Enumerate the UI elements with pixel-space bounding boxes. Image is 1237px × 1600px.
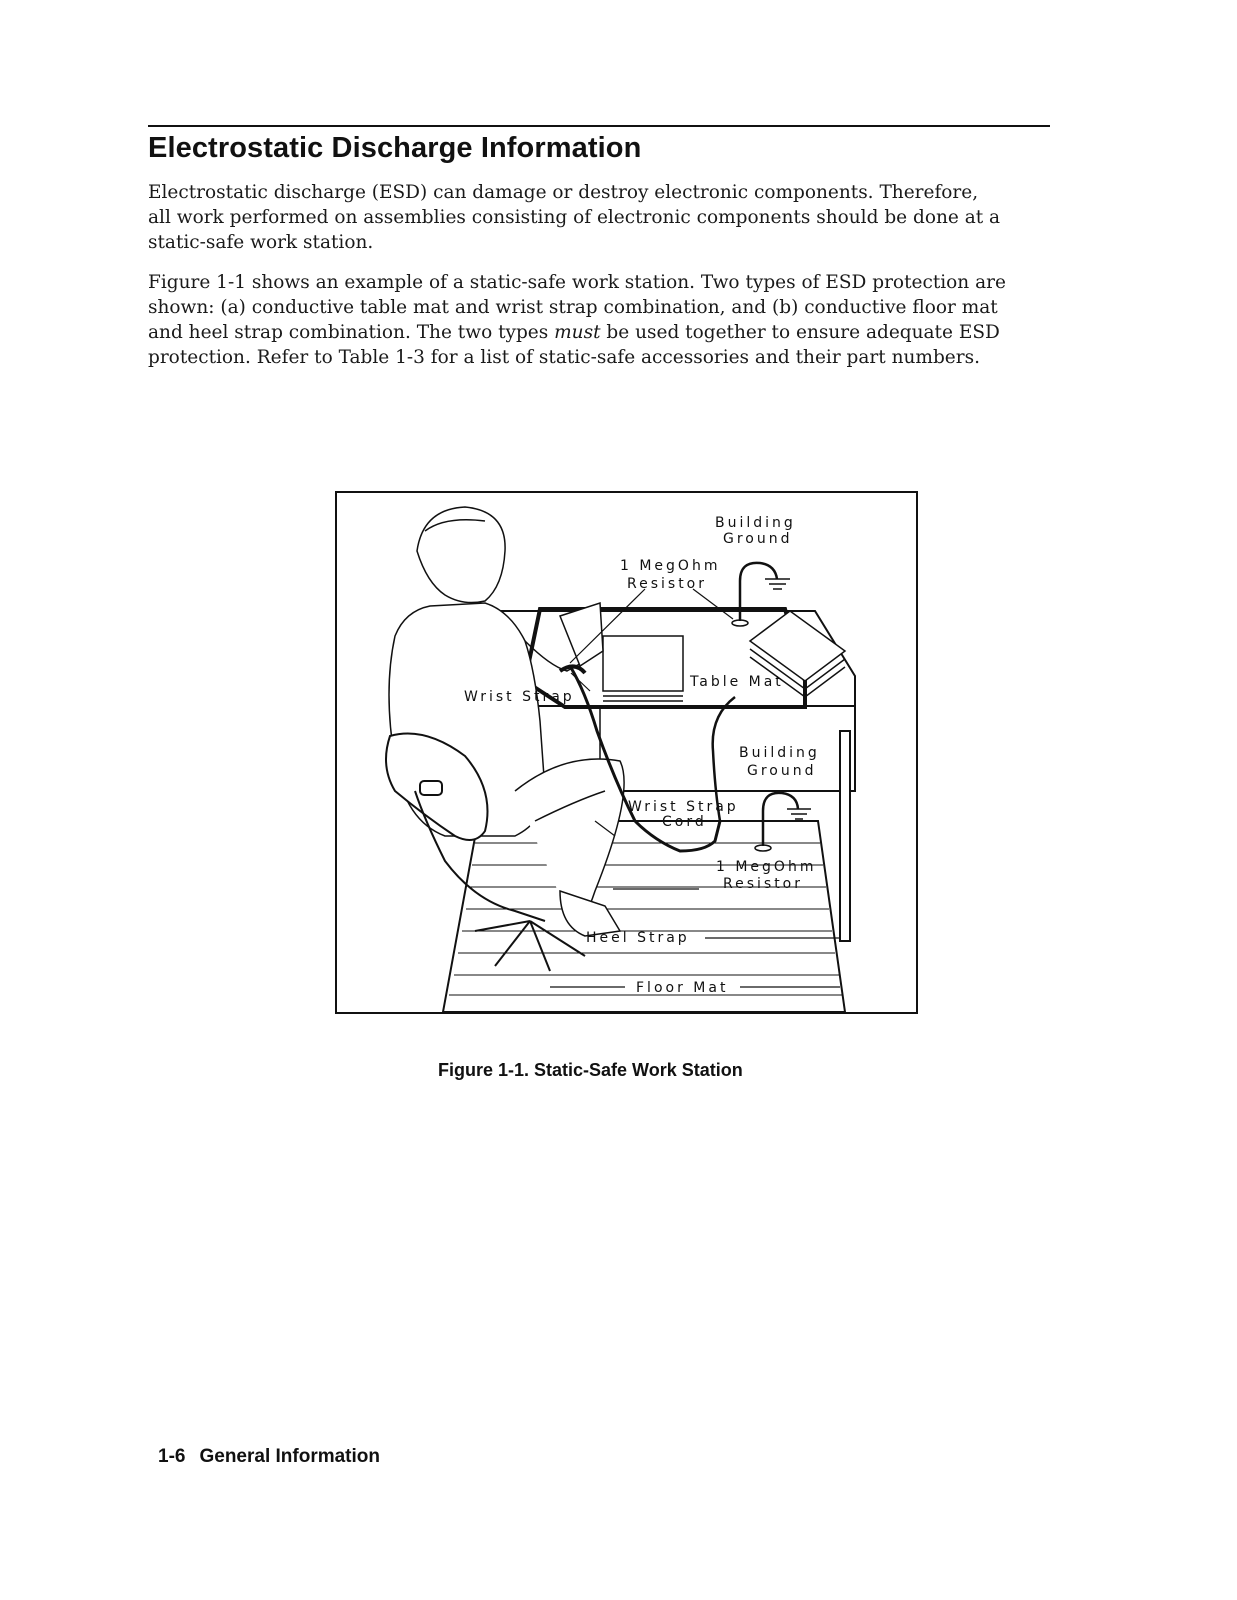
page-footer xyxy=(158,1446,380,1468)
label-building-ground-top: Building xyxy=(715,515,796,531)
label-wrist-strap: Wrist Strap xyxy=(464,689,575,705)
label-wrist-strap-cord: Cord xyxy=(662,814,707,830)
paragraph-line xyxy=(148,320,1048,345)
paragraph-line: all work performed on assemblies consisting of electronic components should be done at a xyxy=(148,207,1001,228)
label-building-ground-right: Building xyxy=(739,745,820,761)
footer-title: General Information xyxy=(199,1446,380,1467)
heading-rule xyxy=(148,125,1050,127)
text-run: be used together to ensure adequate ESD xyxy=(600,322,1000,343)
label-building-ground-right: Ground xyxy=(747,763,817,779)
paragraph-line: Figure 1-1 shows an example of a static-safe work station. Two types of ESD protection are xyxy=(148,272,1006,293)
label-resistor-bottom: Resistor xyxy=(723,876,803,892)
label-heel-strap: Heel Strap xyxy=(586,930,690,946)
paragraph-line: Electrostatic discharge (ESD) can damage or destroy electronic components. Therefore, xyxy=(148,182,979,203)
paragraph-line: static-safe work station. xyxy=(148,232,374,253)
section-heading: Electrostatic Discharge Information xyxy=(148,132,642,164)
papers xyxy=(603,636,683,701)
figure-static-safe-work-station xyxy=(335,491,918,1014)
label-resistor-bottom: 1 MegOhm xyxy=(716,859,817,875)
label-wrist-strap-cord: Wrist Strap xyxy=(628,799,739,815)
paragraph-esd-intro xyxy=(148,180,1048,255)
paragraph-line: protection. Refer to Table 1-3 for a list of static-safe accessories and their part numbers. xyxy=(148,347,980,368)
label-building-ground-top: Ground xyxy=(723,531,793,547)
paragraph-esd-protection xyxy=(148,270,1048,370)
label-floor-mat: Floor Mat xyxy=(636,980,729,996)
emphasis-must: must xyxy=(554,322,601,343)
workstation-illustration xyxy=(335,491,918,1014)
figure-caption: Figure 1-1. Static-Safe Work Station xyxy=(438,1060,743,1080)
label-table-mat: Table Mat xyxy=(690,674,784,690)
page-number: 1-6 xyxy=(158,1446,186,1467)
paragraph-line: shown: (a) conductive table mat and wrist strap combination, and (b) conductive floor mat xyxy=(148,297,998,318)
text-run: and heel strap combination. The two types xyxy=(148,322,555,343)
label-resistor-top: Resistor xyxy=(627,576,707,592)
label-resistor-top: 1 MegOhm xyxy=(620,558,721,574)
